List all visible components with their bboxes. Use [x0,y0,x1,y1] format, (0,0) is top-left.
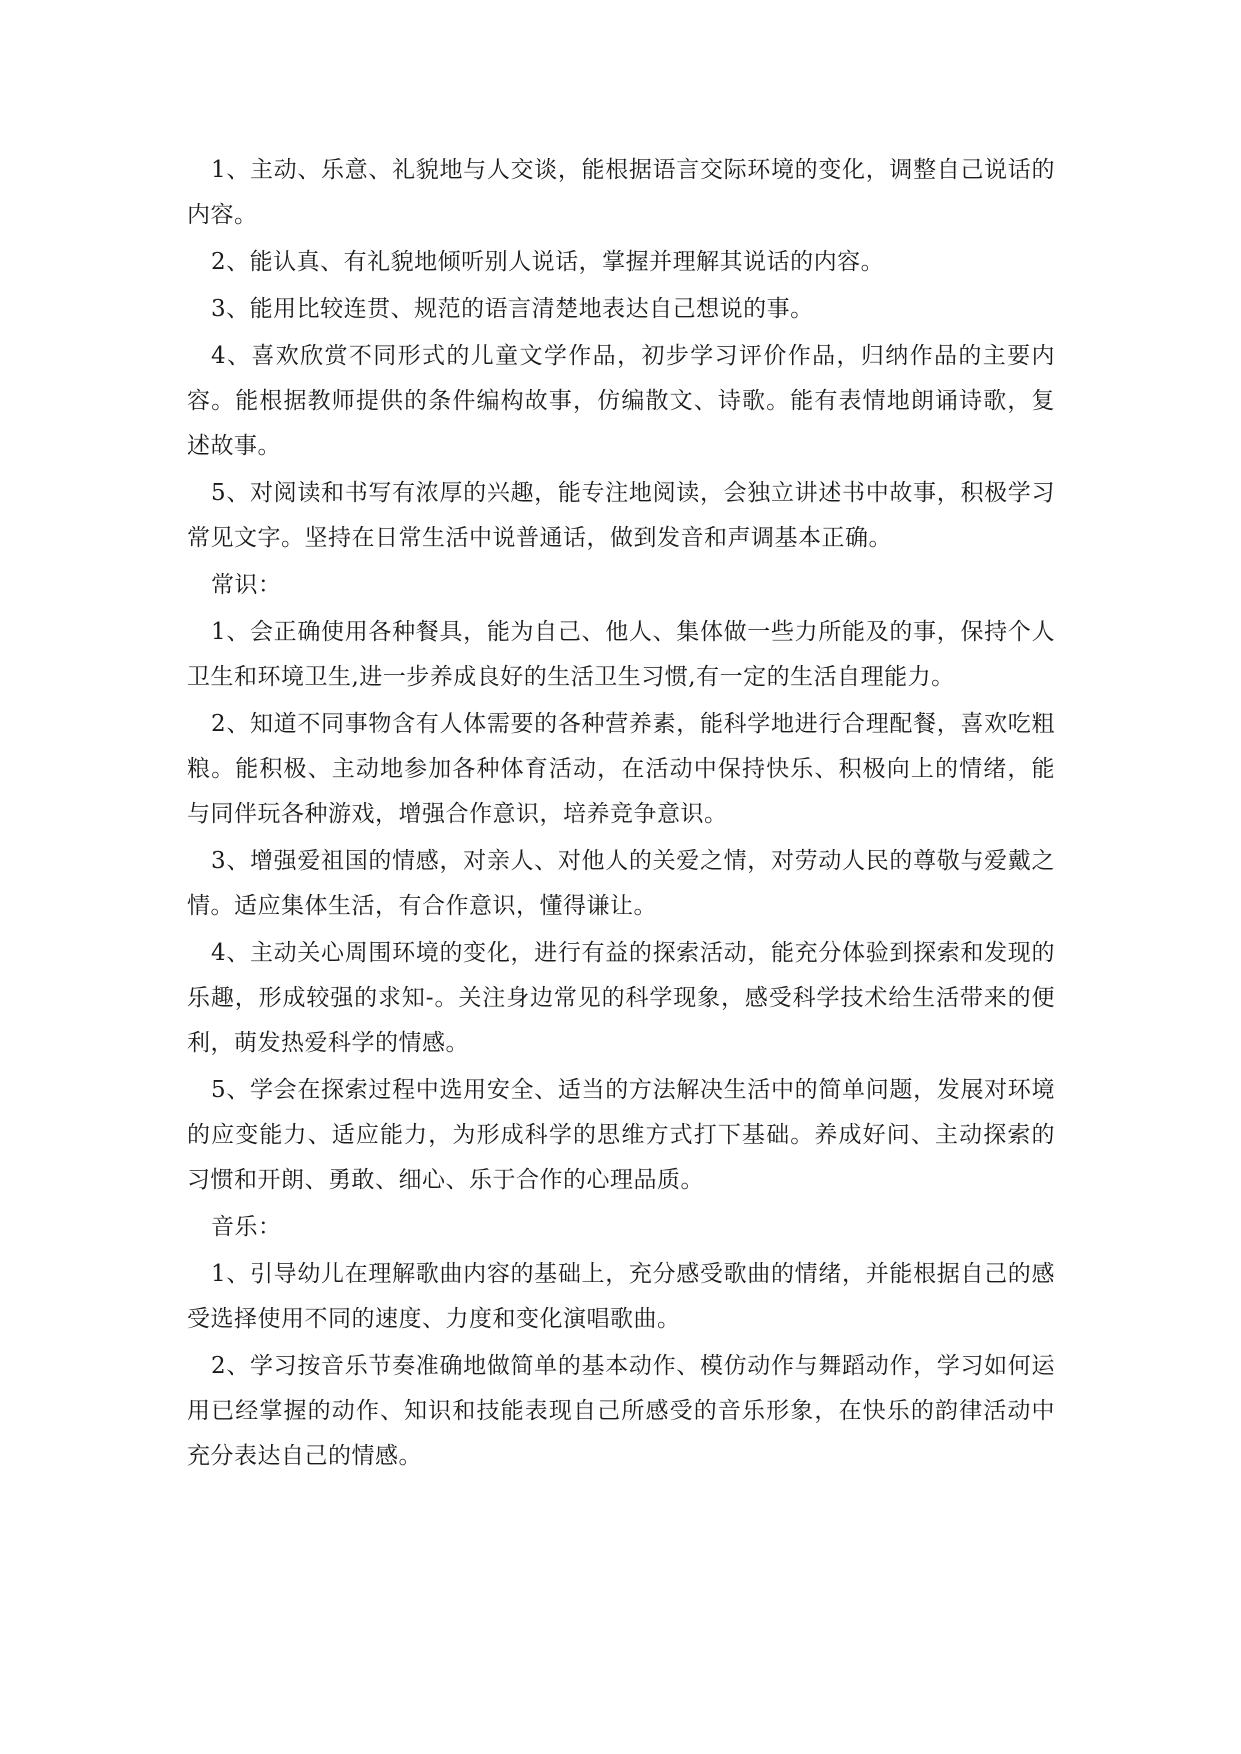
section-heading-music: 音乐： [211,1214,282,1240]
music-goal-1: 1、引导幼儿在理解歌曲内容的基础上，充分感受歌曲的情绪，并能根据自己的感受选择使用不同的速度、力度和变化演唱歌曲。 [187,1261,1055,1332]
language-goal-5: 5、对阅读和书写有浓厚的兴趣，能专注地阅读，会独立讲述书中故事，积极学习常见文字。坚持在日常生活中说普通话，做到发音和声调基本正确。 [187,480,1055,551]
music-goal-2: 2、学习按音乐节奏准确地做简单的基本动作、模仿动作与舞蹈动作，学习如何运用已经掌握的动作、知识和技能表现自己所感受的音乐形象，在快乐的韵律活动中充分表达自己的情感。 [187,1353,1055,1469]
document-body [187,148,1055,1481]
language-goal-1: 1、主动、乐意、礼貌地与人交谈，能根据语言交际环境的变化，调整自己说话的内容。 [187,157,1055,228]
language-goal-3: 3、能用比较连贯、规范的语言清楚地表达自己想说的事。 [211,296,814,322]
language-goal-2: 2、能认真、有礼貌地倾听别人说话，掌握并理解其说话的内容。 [211,249,885,275]
common-sense-goal-1: 1、会正确使用各种餐具，能为自己、他人、集体做一些力所能及的事，保持个人卫生和环境卫生,进一步养成良好的生活卫生习惯,有一定的生活自理能力。 [187,619,1055,690]
common-sense-goal-5: 5、学会在探索过程中选用安全、适当的方法解决生活中的简单问题，发展对环境的应变能力、适应能力，为形成科学的思维方式打下基础。养成好问、主动探索的习惯和开朗、勇敢、细心、乐于合作的心理品质。 [187,1077,1055,1193]
section-heading-common-sense: 常识： [211,572,282,598]
language-goal-4: 4、喜欢欣赏不同形式的儿童文学作品，初步学习评价作品，归纳作品的主要内容。能根据教师提供的条件编构故事，仿编散文、诗歌。能有表情地朗诵诗歌，复述故事。 [187,343,1055,459]
common-sense-goal-2: 2、知道不同事物含有人体需要的各种营养素，能科学地进行合理配餐，喜欢吃粗粮。能积极、主动地参加各种体育活动，在活动中保持快乐、积极向上的情绪，能与同伴玩各种游戏，增强合作意识，培养竞争意识。 [187,711,1055,827]
common-sense-goal-3: 3、增强爱祖国的情感，对亲人、对他人的关爱之情，对劳动人民的尊敬与爱戴之情。适应集体生活，有合作意识，懂得谦让。 [187,848,1055,919]
common-sense-goal-4: 4、主动关心周围环境的变化，进行有益的探索活动，能充分体验到探索和发现的乐趣，形成较强的求知-。关注身边常见的科学现象，感受科学技术给生活带来的便利，萌发热爱科学的情感。 [187,940,1055,1056]
